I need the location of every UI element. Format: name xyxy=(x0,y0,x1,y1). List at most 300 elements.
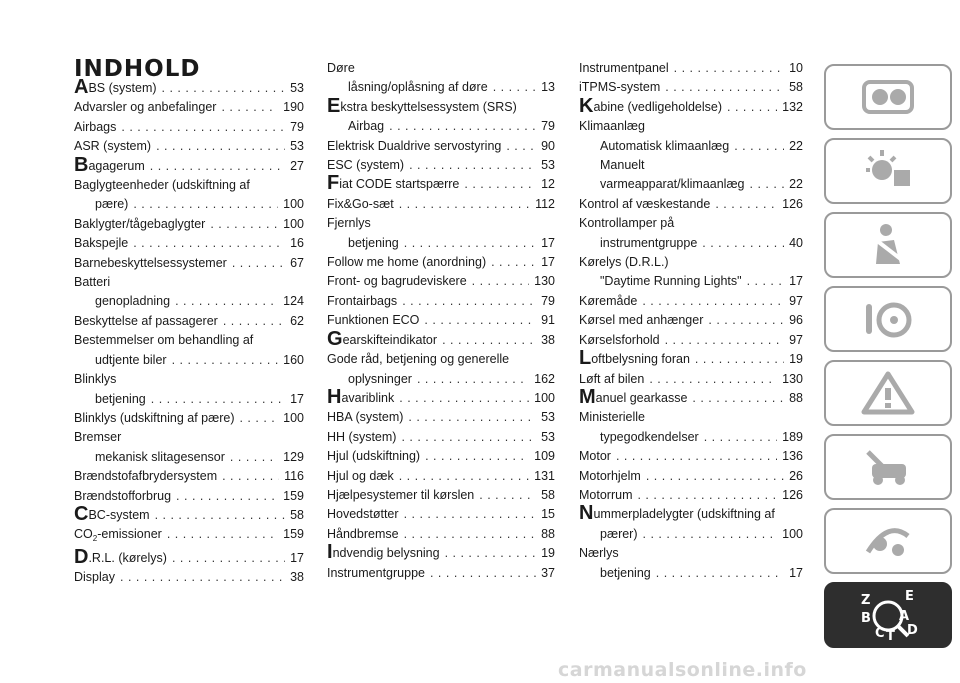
tab-multimedia[interactable] xyxy=(824,508,952,574)
index-letter: T xyxy=(886,629,895,640)
entry-text: Hjælpesystemer til kørslen xyxy=(327,487,475,502)
index-column-2 xyxy=(327,59,555,583)
entry-text: Kørselsforhold xyxy=(579,332,660,347)
page-number: 10 xyxy=(789,61,803,75)
page-number: 26 xyxy=(789,468,803,483)
entry-text: Barnebeskyttelsessystemer xyxy=(74,255,227,270)
index-entry xyxy=(579,292,803,311)
entry-line xyxy=(74,448,304,467)
entry-term xyxy=(327,447,420,466)
entry-line xyxy=(327,564,555,583)
entry-subterm: instrumentgruppe xyxy=(600,235,698,250)
entry-line xyxy=(327,350,555,369)
entry-term xyxy=(74,76,157,98)
entry-line xyxy=(579,447,803,466)
entry-term xyxy=(579,195,710,214)
index-entry xyxy=(327,272,555,291)
entry-line xyxy=(579,292,803,311)
entry-text: iat CODE startspærre xyxy=(339,177,460,192)
entry-line xyxy=(74,568,304,587)
entry-line xyxy=(327,311,555,330)
entry-subterm: betjening xyxy=(600,565,651,580)
index-entry xyxy=(74,370,304,409)
leader-dots xyxy=(120,568,285,587)
section-letter: G xyxy=(327,327,343,350)
leader-dots xyxy=(167,525,278,544)
index-entry xyxy=(579,544,803,583)
page-number: 100 xyxy=(283,197,304,212)
entry-line xyxy=(74,331,304,350)
leader-dots xyxy=(402,292,536,311)
entry-line xyxy=(327,541,555,564)
leader-dots xyxy=(464,175,536,194)
section-letter: D xyxy=(74,545,89,568)
page-number: 130 xyxy=(782,371,803,386)
page-number: 22 xyxy=(789,138,803,153)
entry-term xyxy=(579,331,660,350)
page-number: 58 xyxy=(290,507,304,522)
entry-term xyxy=(327,94,517,117)
entry-line xyxy=(327,428,555,447)
entry-text: .R.L. (kørelys) xyxy=(88,550,167,565)
index-letter: E xyxy=(905,590,914,604)
entry-term xyxy=(327,327,438,350)
entry-text: Kontrol af væskestande xyxy=(579,196,711,211)
entry-line xyxy=(327,214,555,233)
entry-text: Motorrum xyxy=(579,487,633,502)
entry-text: Front- og bagrudeviskere xyxy=(327,274,467,289)
entry-term xyxy=(74,545,167,568)
entry-term xyxy=(579,311,703,330)
entry-line xyxy=(327,78,555,97)
entry-text: Hjul og dæk xyxy=(327,468,394,483)
entry-text: Brændstofforbrug xyxy=(74,488,172,503)
page-number: 88 xyxy=(541,526,555,541)
leader-dots xyxy=(665,78,784,97)
entry-term xyxy=(74,176,250,195)
entry-text: Håndbremse xyxy=(327,526,399,541)
entry-text: Døre xyxy=(327,61,355,75)
page-number: 132 xyxy=(782,99,803,114)
page-number: 96 xyxy=(789,313,803,328)
entry-text: Fix&Go-sæt xyxy=(327,196,394,211)
entry-line xyxy=(579,564,803,583)
entry-text: Instrumentpanel xyxy=(579,61,669,75)
entry-text: Funktionen ECO xyxy=(327,313,420,328)
leader-dots xyxy=(656,564,784,583)
page-number: 12 xyxy=(541,177,555,192)
entry-line xyxy=(579,137,803,156)
page-number: 17 xyxy=(541,255,555,270)
page-number: 53 xyxy=(541,429,555,444)
entry-line xyxy=(579,385,803,408)
entry-line xyxy=(579,486,803,505)
entry-term xyxy=(579,59,669,78)
entry-term xyxy=(327,253,486,272)
page-number: 17 xyxy=(789,565,803,580)
index-entry xyxy=(74,467,304,486)
page-number: 159 xyxy=(283,527,304,542)
leader-dots xyxy=(506,137,536,156)
entry-line xyxy=(74,153,304,176)
entry-line xyxy=(327,370,555,389)
page-number: 17 xyxy=(789,274,803,289)
entry-line xyxy=(74,254,304,273)
page-number: 100 xyxy=(283,216,304,231)
tab-driving[interactable] xyxy=(824,286,952,352)
index-entry xyxy=(579,311,803,330)
index-entry xyxy=(327,94,555,137)
page-number: 162 xyxy=(534,371,555,386)
entry-line xyxy=(327,195,555,214)
entry-line xyxy=(579,253,803,272)
tab-maintenance[interactable] xyxy=(824,434,952,500)
entry-term xyxy=(74,312,218,331)
tab-index[interactable] xyxy=(824,582,952,648)
entry-text: Motor xyxy=(579,449,611,464)
leader-dots xyxy=(221,98,278,117)
leader-dots xyxy=(230,448,278,467)
leader-dots xyxy=(172,351,279,370)
entry-subterm: genopladning xyxy=(95,294,171,309)
entry-term xyxy=(74,331,253,350)
entry-line xyxy=(579,544,803,563)
leader-dots xyxy=(665,331,785,350)
entry-term xyxy=(579,117,645,136)
leader-dots xyxy=(649,370,777,389)
page-number: 16 xyxy=(290,236,304,251)
tab-dashboard[interactable] xyxy=(824,64,952,130)
leader-dots xyxy=(708,311,784,330)
entry-subterm: Automatisk klimaanlæg xyxy=(600,138,730,153)
entry-subterm: pærer) xyxy=(600,526,638,541)
entry-text: Instrumentgruppe xyxy=(327,565,425,580)
leader-dots xyxy=(491,253,536,272)
page-number: 27 xyxy=(290,158,304,173)
index-entry xyxy=(579,214,803,253)
index-entry xyxy=(327,541,555,564)
leader-dots xyxy=(424,311,536,330)
warning-triangle-icon xyxy=(858,368,918,418)
entry-line xyxy=(327,467,555,486)
entry-term xyxy=(74,273,110,292)
index-column-1 xyxy=(74,76,304,588)
entry-subterm: udtjente biler xyxy=(95,352,167,367)
entry-text: Fjernlys xyxy=(327,216,371,231)
entry-text: Hovedstøtter xyxy=(327,507,399,522)
page-number: 97 xyxy=(789,293,803,308)
entry-subterm: låsning/oplåsning af døre xyxy=(348,80,488,95)
entry-line xyxy=(74,525,304,548)
entry-line xyxy=(74,545,304,568)
index-entry xyxy=(579,486,803,505)
entry-text: Motorhjelm xyxy=(579,468,641,483)
index-entry xyxy=(327,467,555,486)
index-entry xyxy=(579,78,803,97)
leader-dots xyxy=(399,389,529,408)
entry-text: Brændstofafbrydersystem xyxy=(74,469,218,484)
section-letter: A xyxy=(74,76,89,98)
leader-dots xyxy=(175,292,278,311)
page-number: 124 xyxy=(283,294,304,309)
index-entry xyxy=(579,347,803,370)
entry-term xyxy=(579,214,674,233)
index-entry xyxy=(74,234,304,253)
entry-term xyxy=(327,214,371,233)
entry-text: Løft af bilen xyxy=(579,371,645,386)
page-number: 38 xyxy=(541,332,555,347)
page-number: 53 xyxy=(541,410,555,425)
entry-line xyxy=(579,156,803,175)
entry-line xyxy=(74,234,304,253)
leader-dots xyxy=(222,467,279,486)
leader-dots xyxy=(239,409,278,428)
leader-dots xyxy=(715,195,777,214)
page-number: 130 xyxy=(534,274,555,289)
leader-dots xyxy=(674,59,784,78)
entry-term xyxy=(579,253,669,272)
leader-dots xyxy=(133,195,278,214)
index-entry xyxy=(327,350,555,389)
index-entry xyxy=(579,195,803,214)
tab-climate[interactable] xyxy=(824,138,952,204)
leader-dots xyxy=(162,79,286,98)
entry-line xyxy=(327,234,555,253)
index-entry xyxy=(74,273,304,312)
leader-dots xyxy=(404,525,537,544)
leader-dots xyxy=(472,272,529,291)
entry-term xyxy=(579,408,645,427)
leader-dots xyxy=(151,390,285,409)
index-entry xyxy=(74,176,304,215)
page-number: 53 xyxy=(541,158,555,173)
entry-term xyxy=(74,234,128,253)
index-entry xyxy=(327,172,555,195)
entry-line xyxy=(74,390,304,409)
leader-dots xyxy=(642,292,784,311)
entry-line xyxy=(327,94,555,117)
entry-subterm: varmeapparat/klimaanlæg xyxy=(600,177,745,192)
leader-dots xyxy=(417,370,529,389)
leader-dots xyxy=(704,428,777,447)
index-entry xyxy=(579,447,803,466)
entry-text: Baklygter/tågebaglygter xyxy=(74,216,206,231)
entry-term xyxy=(327,350,509,369)
entry-term xyxy=(327,505,399,524)
section-letter: K xyxy=(579,94,594,117)
leader-dots xyxy=(493,78,536,97)
entry-line xyxy=(579,525,803,544)
entry-text: Frontairbags xyxy=(327,293,398,308)
entry-text: avariblink xyxy=(341,390,395,405)
entry-term xyxy=(74,370,116,389)
page-number: 17 xyxy=(290,550,304,565)
footer-watermark: carmanualsonline.info xyxy=(558,659,807,681)
index-entry xyxy=(74,215,304,234)
dashboard-icon xyxy=(858,72,918,122)
entry-text: Bremser xyxy=(74,430,122,445)
entry-subterm: typegodkendelser xyxy=(600,429,699,444)
entry-text: Kørelys (D.R.L.) xyxy=(579,255,669,270)
entry-text: Elektrisk Dualdrive servostyring xyxy=(327,138,502,153)
leader-dots xyxy=(223,312,285,331)
page-number: 160 xyxy=(283,352,304,367)
tab-emergency[interactable] xyxy=(824,360,952,426)
entry-term xyxy=(74,428,121,447)
index-entry xyxy=(327,292,555,311)
leader-dots xyxy=(409,156,536,175)
leader-dots xyxy=(425,447,529,466)
page-number: 189 xyxy=(782,429,803,444)
page-number: 79 xyxy=(290,119,304,134)
index-entry xyxy=(327,253,555,272)
entry-term xyxy=(327,408,403,427)
index-entry xyxy=(74,525,304,548)
entry-text: iTPMS-system xyxy=(579,80,661,95)
index-entry xyxy=(327,59,555,98)
leader-dots xyxy=(442,331,536,350)
page-number: 79 xyxy=(541,293,555,308)
leader-dots xyxy=(479,486,536,505)
entry-line xyxy=(74,76,304,98)
entry-line xyxy=(327,272,555,291)
index-entry xyxy=(327,137,555,156)
leader-dots xyxy=(702,234,784,253)
entry-term xyxy=(74,568,115,587)
entry-line xyxy=(74,409,304,428)
index-entry xyxy=(327,428,555,447)
page-number: 38 xyxy=(290,570,304,585)
leader-dots xyxy=(430,564,536,583)
entry-line xyxy=(327,292,555,311)
page-number: 112 xyxy=(535,196,555,211)
index-letter: C xyxy=(875,626,885,640)
index-entry xyxy=(579,59,803,78)
index-entry xyxy=(74,76,304,98)
section-letter: I xyxy=(327,541,333,564)
entry-subterm: betjening xyxy=(348,235,399,250)
entry-line xyxy=(74,137,304,156)
index-letter: Z xyxy=(861,593,871,608)
entry-text: oftbelysning foran xyxy=(591,352,690,367)
leader-dots xyxy=(445,544,537,563)
index-entry xyxy=(327,408,555,427)
index-entry xyxy=(327,564,555,583)
leader-dots xyxy=(121,118,285,137)
entry-text: agagerum xyxy=(88,158,145,173)
entry-line xyxy=(74,487,304,506)
page-number: 22 xyxy=(789,177,803,192)
index-entry xyxy=(327,505,555,524)
entry-text: Nærlys xyxy=(579,546,619,561)
index-entry xyxy=(327,214,555,253)
entry-line xyxy=(74,98,304,117)
entry-line xyxy=(579,195,803,214)
index-entry xyxy=(579,370,803,389)
index-entry xyxy=(74,98,304,117)
index-entry xyxy=(579,502,803,544)
page-number: 58 xyxy=(541,487,555,502)
page-number: 62 xyxy=(290,313,304,328)
entry-line xyxy=(579,467,803,486)
index-entry xyxy=(74,153,304,176)
page-number: 53 xyxy=(290,81,304,95)
entry-line xyxy=(327,59,555,78)
page-number: 91 xyxy=(541,313,555,328)
car-media-icon xyxy=(858,516,918,566)
page-number: 13 xyxy=(541,80,555,95)
leader-dots xyxy=(692,389,784,408)
entry-line xyxy=(327,486,555,505)
index-entry xyxy=(327,156,555,175)
entry-line xyxy=(74,370,304,389)
page-number: 129 xyxy=(283,449,304,464)
index-entry xyxy=(74,428,304,467)
entry-text: Ministerielle xyxy=(579,410,645,425)
entry-term xyxy=(74,467,217,486)
entry-term xyxy=(579,467,641,486)
leader-dots xyxy=(210,215,278,234)
entry-line xyxy=(327,137,555,156)
section-letter: N xyxy=(579,502,594,525)
entry-line xyxy=(579,78,803,97)
entry-line xyxy=(74,176,304,195)
entry-line xyxy=(327,385,555,408)
entry-line xyxy=(327,327,555,350)
entry-subterm: oplysninger xyxy=(348,371,412,386)
section-letter: L xyxy=(579,347,592,370)
entry-term xyxy=(579,544,619,563)
entry-text: Gode råd, betjening og generelle xyxy=(327,352,510,367)
leader-dots xyxy=(734,137,784,156)
entry-text: Blinklys (udskiftning af pære) xyxy=(74,410,235,425)
page-number: 79 xyxy=(541,119,555,134)
index-entry xyxy=(327,486,555,505)
entry-text: BS (system) xyxy=(88,81,157,95)
entry-line xyxy=(327,117,555,136)
entry-term xyxy=(74,254,227,273)
entry-line xyxy=(579,408,803,427)
entry-subscript: 2 xyxy=(92,534,98,544)
entry-line xyxy=(579,331,803,350)
entry-text: -emissioner xyxy=(97,527,162,542)
tab-safety[interactable] xyxy=(824,212,952,278)
entry-text: ESC (system) xyxy=(327,158,405,173)
entry-text: kstra beskyttelsessystem (SRS) xyxy=(340,99,517,114)
entry-term xyxy=(327,564,425,583)
page-number: 159 xyxy=(283,488,304,503)
leader-dots xyxy=(747,272,785,291)
index-entry xyxy=(74,545,304,568)
entry-subterm: mekanisk slitagesensor xyxy=(95,449,225,464)
index-entry xyxy=(74,568,304,587)
entry-text: Bakspejle xyxy=(74,236,129,251)
entry-term xyxy=(327,272,467,291)
index-entry xyxy=(579,94,803,117)
index-letter: A xyxy=(899,609,910,624)
entry-line xyxy=(74,502,304,525)
leader-dots xyxy=(150,157,285,176)
leader-dots xyxy=(155,506,286,525)
entry-line xyxy=(74,428,304,447)
leader-dots xyxy=(727,98,777,117)
entry-term xyxy=(327,525,399,544)
page-number: 53 xyxy=(290,139,304,154)
entry-text: Køremåde xyxy=(579,293,638,308)
index-entry xyxy=(579,156,803,195)
entry-line xyxy=(74,215,304,234)
index-entry xyxy=(74,502,304,525)
